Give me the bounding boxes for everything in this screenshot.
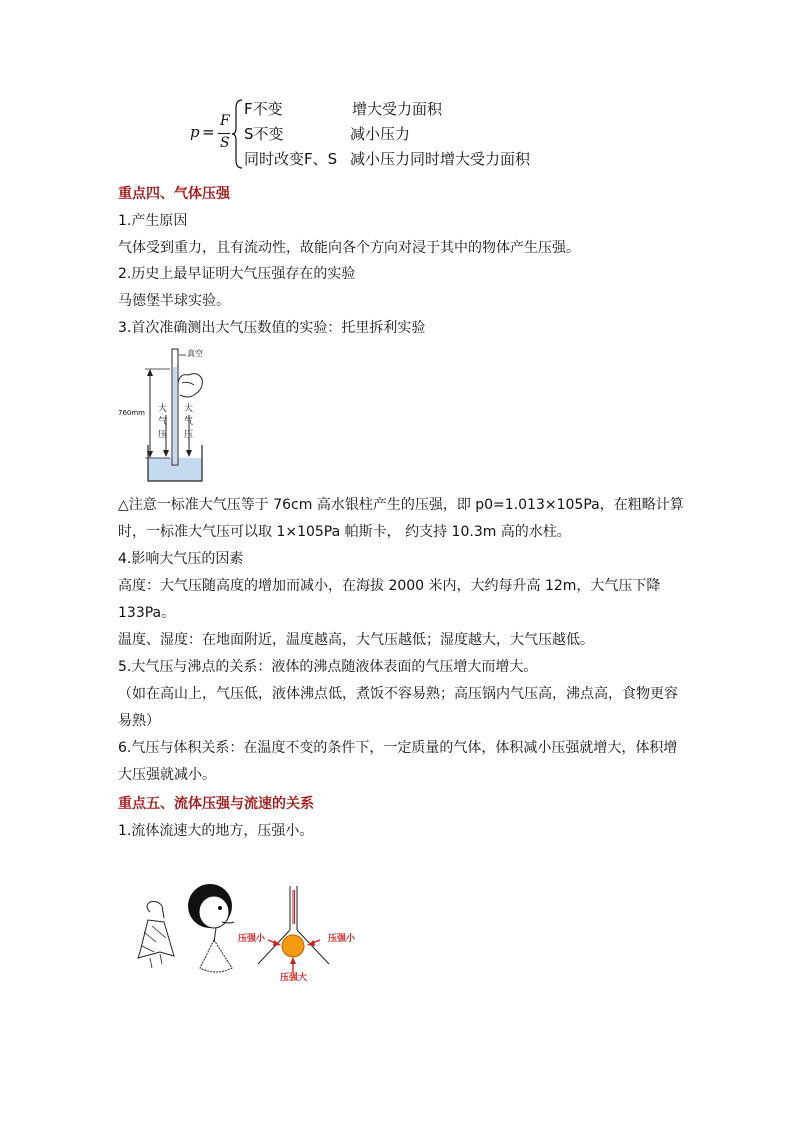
formula-denominator: S: [220, 135, 230, 151]
section5-item1: 1.流体流速大的地方，压强小。: [118, 823, 314, 839]
formula-lhs: p: [190, 123, 200, 141]
flow-figure: [130, 882, 370, 984]
section4-item6-line-2: 大压强就减小。: [118, 767, 216, 783]
formula-row-3-condition: 同时改变F、S: [244, 150, 338, 168]
section4-item2-title: 2.历史上最早证明大气压强存在的实验: [118, 266, 356, 282]
section4-item2-text: 马德堡半球实验。: [118, 293, 230, 309]
brace-icon: [232, 98, 244, 170]
vacuum-label: 真空: [187, 349, 203, 358]
pressure-label-right: 大气压: [184, 404, 194, 440]
section4-item3-title: 3.首次准确测出大气压数值的实验：托里拆利实验: [118, 320, 426, 336]
section4-item4-height-1: 高度：大气压随高度的增加而减小，在海拔 2000 米内，大约每升高 12m，大气压下降: [118, 578, 661, 594]
section4-item4-temp: 温度、湿度：在地面附近，温度越高，大气压越低；湿度越大，大气压越低。: [118, 632, 594, 648]
section4-item5-note-2: 易熟）: [118, 713, 160, 729]
section4-item1-text: 气体受到重力，且有流动性，故能向各个方向对浸于其中的物体产生压强。: [118, 240, 580, 256]
section4-item4-height-2: 133Pa。: [118, 605, 176, 621]
section4-item6-line-1: 6.气压与体积关系：在温度不变的条件下，一定质量的气体，体积减小压强就增大，体积增: [118, 740, 678, 756]
person-blowing-sketch: [188, 884, 234, 972]
formula-row-1-method: 增大受力面积: [352, 100, 443, 118]
formula-row-1-condition: F不变: [244, 100, 283, 118]
section4-item4-title: 4.影响大气压的因素: [118, 551, 244, 567]
section4-item5-title: 5.大气压与沸点的关系：液体的沸点随液体表面的气压增大而增大。: [118, 659, 538, 675]
formula-row-2-condition: S不变: [244, 125, 284, 143]
pressure-label-left: 大气压: [158, 404, 168, 440]
formula-row-3-method: 减小压力同时增大受力面积: [350, 150, 531, 168]
low-pressure-right-label: 压强小: [328, 934, 356, 944]
torricelli-figure: [118, 345, 218, 485]
low-pressure-left-label: 压强小: [238, 934, 266, 944]
note-line-2: 时，一标准大气压可以取 1×105Pa 帕斯卡， 约支持 10.3m 高的水柱。: [118, 524, 571, 540]
funnel-ball-diagram: [258, 886, 329, 972]
height-label: 760mm: [118, 409, 145, 417]
section4-item5-note-1: （如在高山上，气压低，液体沸点低，煮饭不容易熟；高压锅内气压高，沸点高，食物更容: [118, 686, 678, 702]
high-pressure-bottom-label: 压强大: [280, 973, 308, 983]
formula-row-2-method: 减小压力: [350, 125, 411, 143]
section4-heading: 重点四、气体压强: [118, 186, 230, 202]
section4-item1-title: 1.产生原因: [118, 213, 188, 229]
section5-heading: 重点五、流体压强与流速的关系: [118, 796, 314, 812]
formula-numerator: F: [220, 113, 230, 129]
pressure-formula: [190, 96, 610, 172]
note-line-1: △注意一标准大气压等于 76cm 高水银柱产生的压强，即 p0=1.013×105Pa，在粗略计算: [118, 497, 684, 513]
hand-paper-sketch: [138, 902, 174, 969]
formula-equals: =: [202, 123, 215, 141]
fraction-bar: [218, 133, 230, 134]
